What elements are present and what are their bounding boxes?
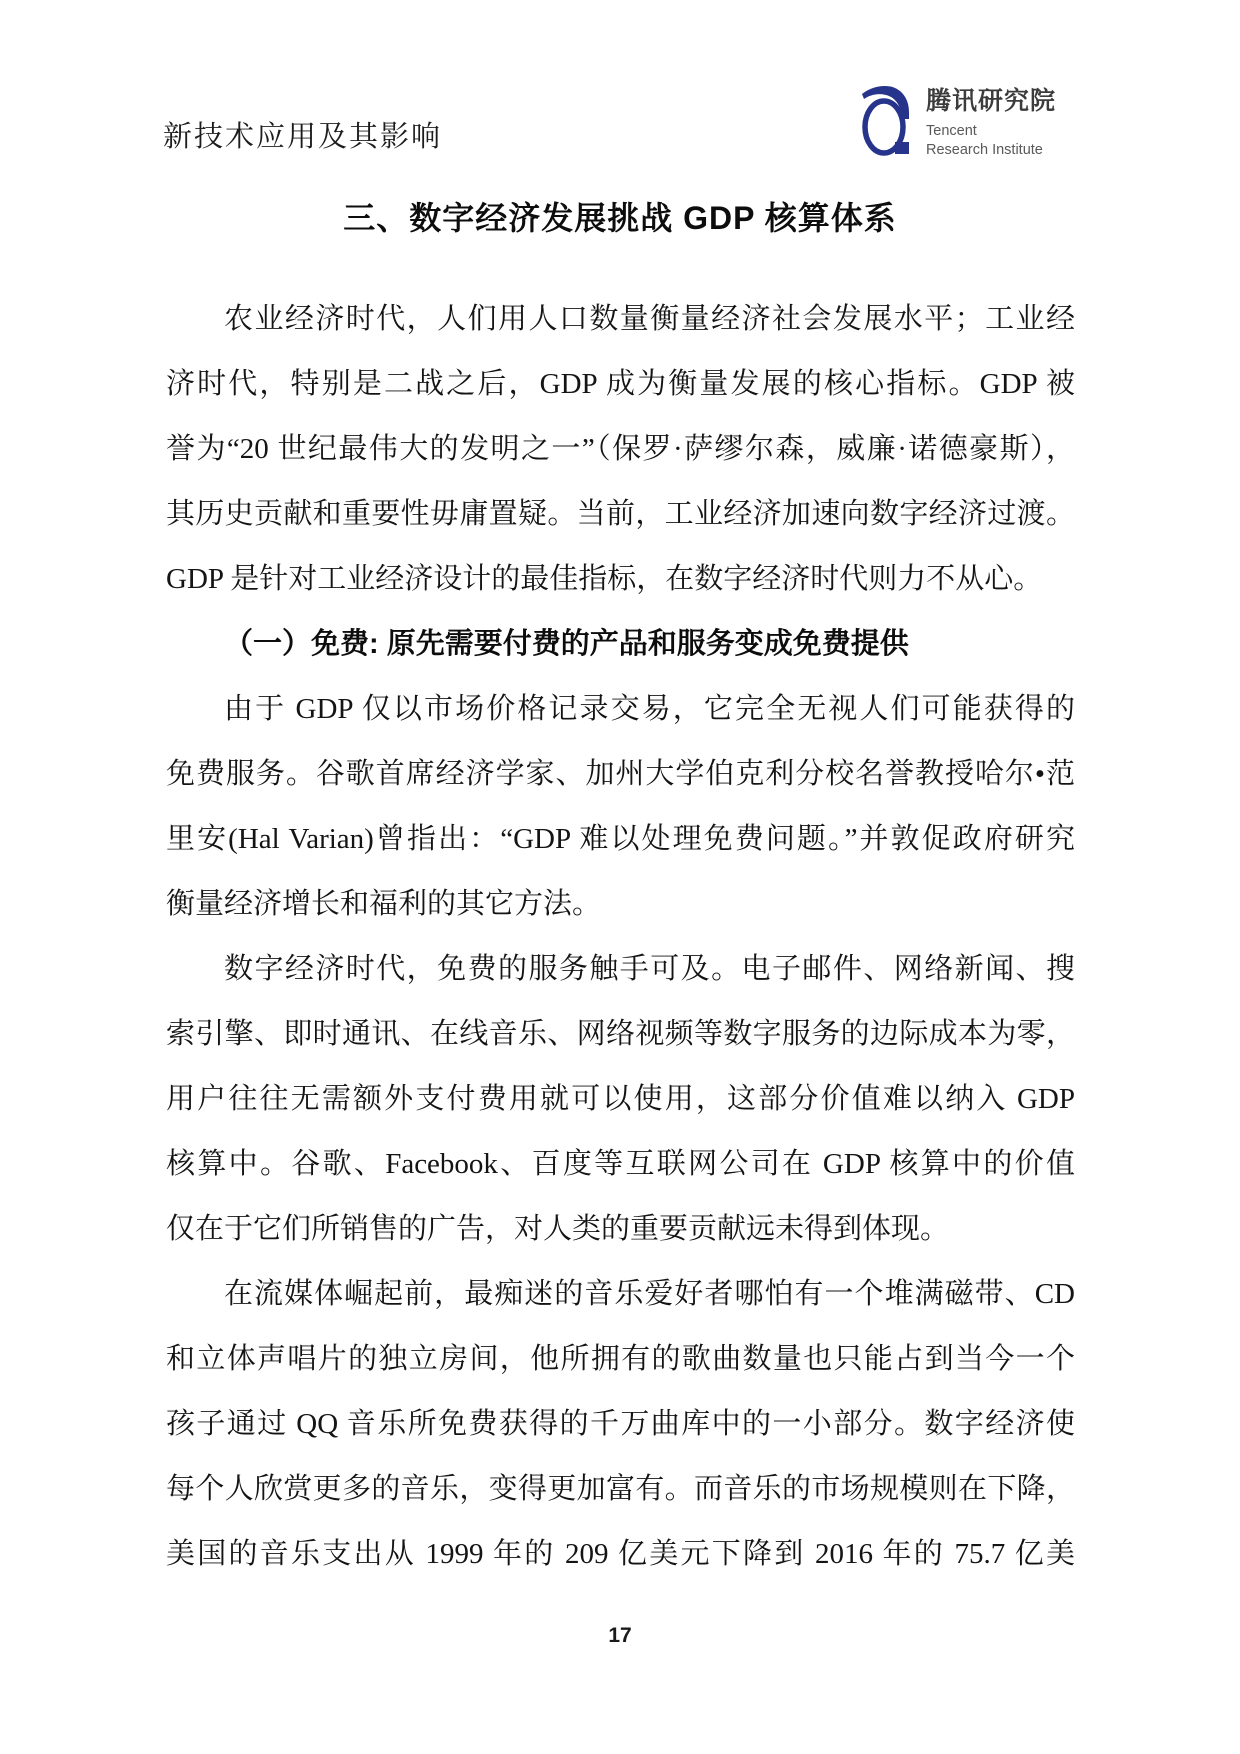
text-line: 济时代，特别是二战之后，GDP 成为衡量发展的核心指标。GDP 被 (166, 368, 1075, 400)
text-line: 索引擎、即时通讯、在线音乐、网络视频等数字服务的边际成本为零， (166, 1018, 1075, 1050)
text-line: 农业经济时代，人们用人口数量衡量经济社会发展水平；工业经 (224, 303, 1075, 335)
paragraph-3 (166, 937, 1075, 1262)
logo-text-block (926, 84, 1056, 160)
tencent-penguin-logo-icon (862, 84, 910, 158)
text-line: 免费服务。谷歌首席经济学家、加州大学伯克利分校名誉教授哈尔•范 (166, 758, 1075, 790)
text-line: 用户往往无需额外支付费用就可以使用，这部分价值难以纳入 GDP (166, 1083, 1075, 1115)
paragraph-2 (166, 677, 1075, 937)
tencent-research-institute-logo (862, 84, 1056, 160)
text-line: 仅在于它们所销售的广告，对人类的重要贡献远未得到体现。 (166, 1213, 950, 1245)
text-line: 孩子通过 QQ 音乐所免费获得的千万曲库中的一小部分。数字经济使 (166, 1408, 1075, 1440)
text-line: 衡量经济增长和福利的其它方法。 (166, 888, 602, 920)
text-line: 其历史贡献和重要性毋庸置疑。当前，工业经济加速向数字经济过渡。 (166, 498, 1075, 530)
text-line: 美国的音乐支出从 1999 年的 209 亿美元下降到 2016 年的 75.7 亿美 (166, 1538, 1075, 1570)
paragraph-4 (166, 1262, 1075, 1587)
document-body (166, 287, 1075, 1587)
text-line: 每个人欣赏更多的音乐，变得更加富有。而音乐的市场规模则在下降， (166, 1473, 1075, 1505)
text-line: 和立体声唱片的独立房间，他所拥有的歌曲数量也只能占到当今一个 (166, 1343, 1075, 1375)
logo-en-line2: Research Institute (926, 142, 1043, 158)
text-line: 里安(Hal Varian)曾指出：“GDP 难以处理免费问题。”并敦促政府研究 (166, 823, 1075, 855)
text-line: 誉为“20 世纪最伟大的发明之一”（保罗·萨缪尔森，威廉·诺德豪斯）， (166, 433, 1075, 465)
text-line: 在流媒体崛起前，最痴迷的音乐爱好者哪怕有一个堆满磁带、CD (224, 1278, 1075, 1310)
text-line: 由于 GDP 仅以市场价格记录交易，它完全无视人们可能获得的 (224, 693, 1075, 725)
logo-en-line1: Tencent (926, 123, 977, 139)
text-line: GDP 是针对工业经济设计的最佳指标，在数字经济时代则力不从心。 (166, 563, 1043, 595)
subsection-heading: （一）免费: 原先需要付费的产品和服务变成免费提供 (224, 628, 909, 660)
section-title: 三、数字经济发展挑战 GDP 核算体系 (343, 200, 897, 236)
logo-cn-name: 腾讯研究院 (926, 87, 1057, 115)
page-number: 17 (608, 1624, 632, 1647)
paragraph-1 (166, 287, 1075, 612)
penguin-foot (895, 142, 909, 154)
running-head-title: 新技术应用及其影响 (163, 121, 443, 153)
text-line: 核算中。谷歌、Facebook、百度等互联网公司在 GDP 核算中的价值 (166, 1148, 1075, 1180)
text-line: 数字经济时代，免费的服务触手可及。电子邮件、网络新闻、搜 (224, 953, 1075, 985)
logo-en-name (926, 122, 1056, 160)
